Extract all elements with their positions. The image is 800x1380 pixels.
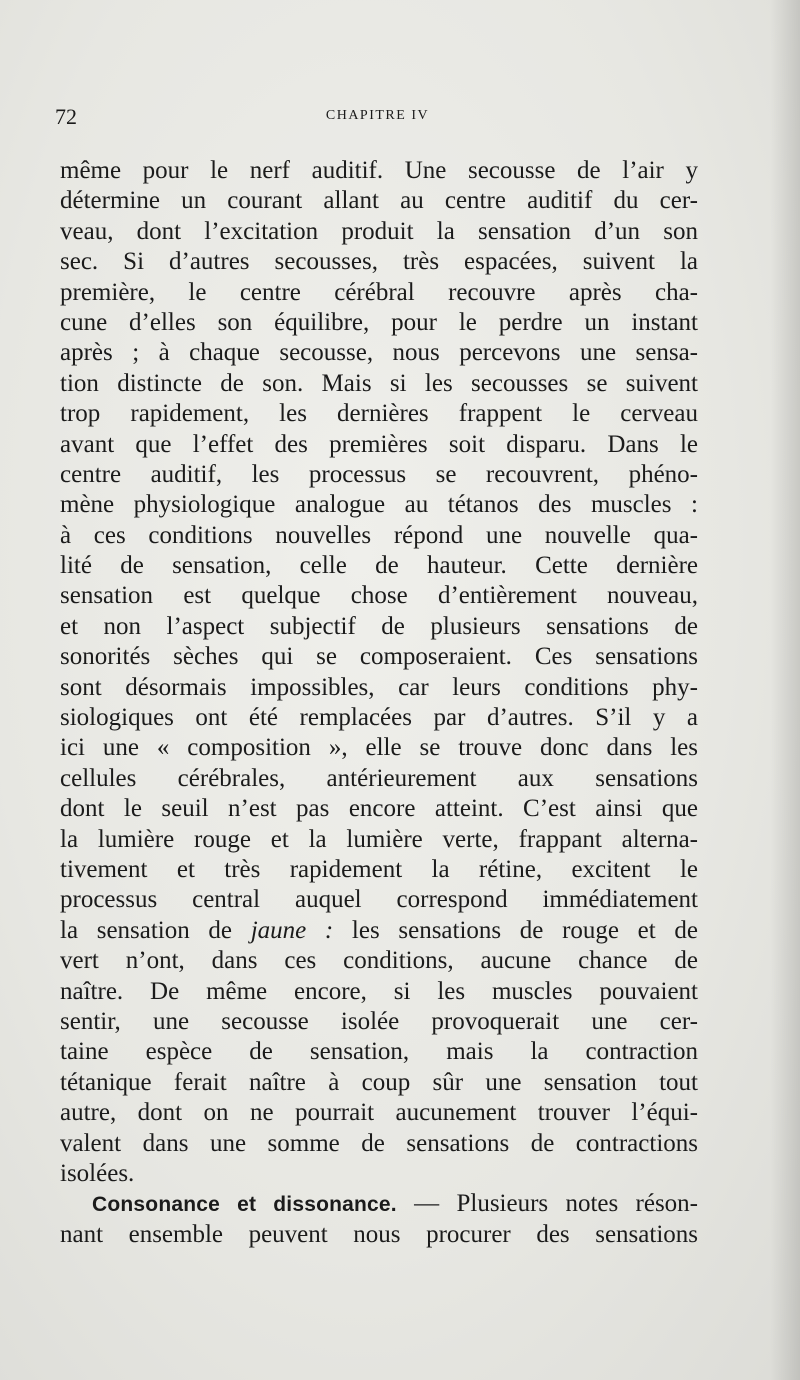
text-line: siologiques ont été remplacées par d’autres. S’il y a <box>60 704 698 732</box>
text-line: ici une « composition », elle se trouve donc dans les <box>60 734 698 762</box>
text-line: lité de sensation, celle de hauteur. Cette dernière <box>60 552 698 580</box>
text-line: avant que l’effet des premières soit disparu. Dans le <box>60 430 698 458</box>
text-line: la lumière rouge et la lumière verte, frappant alterna- <box>60 825 698 853</box>
text-line: nant ensemble peuvent nous procurer des sensations <box>60 1220 698 1248</box>
text-fragment: les sensations de rouge et de <box>333 916 698 944</box>
text-line: trop rapidement, les dernières frappent le cerveau <box>60 400 698 428</box>
running-head: CHAPITRE IV <box>325 108 430 123</box>
italic-word: jaune : <box>250 916 334 944</box>
text-line: dont le seuil n’est pas encore atteint. C’est ainsi que <box>60 795 698 823</box>
text-line: à ces conditions nouvelles répond une nouvelle qua- <box>60 521 698 549</box>
text-line: mène physiologique analogue au tétanos des muscles : <box>60 491 698 519</box>
section-first-line <box>60 1189 698 1219</box>
text-line: cellules cérébrales, antérieurement aux sensations <box>60 764 698 792</box>
text-line: valent dans une somme de sensations de contractions <box>60 1129 698 1157</box>
page-edge-shadow <box>770 0 800 1380</box>
text-line: sensation est quelque chose d’entièrement nouveau, <box>60 582 698 610</box>
text-line: tétanique ferait naître à coup sûr une sensation tout <box>60 1068 698 1096</box>
text-line: et non l’aspect subjectif de plusieurs sensations de <box>60 612 698 640</box>
text-line-jaune <box>60 916 698 946</box>
text-line: tion distincte de son. Mais si les secousses se suivent <box>60 369 698 397</box>
text-line: autre, dont on ne pourrait aucunement trouver l’équi- <box>60 1099 698 1127</box>
text-line: sec. Si d’autres secousses, très espacées, suivent la <box>60 248 698 276</box>
text-line: naître. De même encore, si les muscles pouvaient <box>60 977 698 1005</box>
text-line: même pour le nerf auditif. Une secousse de l’air y <box>60 157 698 184</box>
text-line: vert n’ont, dans ces conditions, aucune chance de <box>60 947 698 975</box>
body-text <box>60 156 698 1250</box>
text-line: centre auditif, les processus se recouvrent, phéno- <box>60 460 698 488</box>
text-fragment: la sensation de <box>60 916 251 944</box>
text-line: après ; à chaque secousse, nous percevons une sensa- <box>60 339 698 367</box>
text-line: processus central auquel correspond immédiatement <box>60 886 698 914</box>
text-fragment: — Plusieurs notes réson- <box>396 1190 698 1218</box>
page-number: 72 <box>55 104 77 129</box>
text-line: première, le centre cérébral recouvre après cha- <box>60 278 698 306</box>
page-header <box>55 104 700 134</box>
text-line: sentir, une secousse isolée provoquerait une cer- <box>60 1007 698 1035</box>
text-line: détermine un courant allant au centre auditif du cer- <box>60 187 698 215</box>
text-line: taine espèce de sensation, mais la contraction <box>60 1038 698 1066</box>
text-line: cune d’elles son équilibre, pour le perdre un instant <box>60 308 698 336</box>
section-heading: Consonance et dissonance. <box>92 1193 397 1217</box>
text-line: veau, dont l’excitation produit la sensation d’un son <box>60 217 698 245</box>
text-line: sont désormais impossibles, car leurs conditions phy- <box>60 673 698 701</box>
text-line: isolées. <box>60 1159 135 1187</box>
text-line: sonorités sèches qui se composeraient. Ces sensations <box>60 643 698 671</box>
text-line: tivement et très rapidement la rétine, excitent le <box>60 855 698 883</box>
